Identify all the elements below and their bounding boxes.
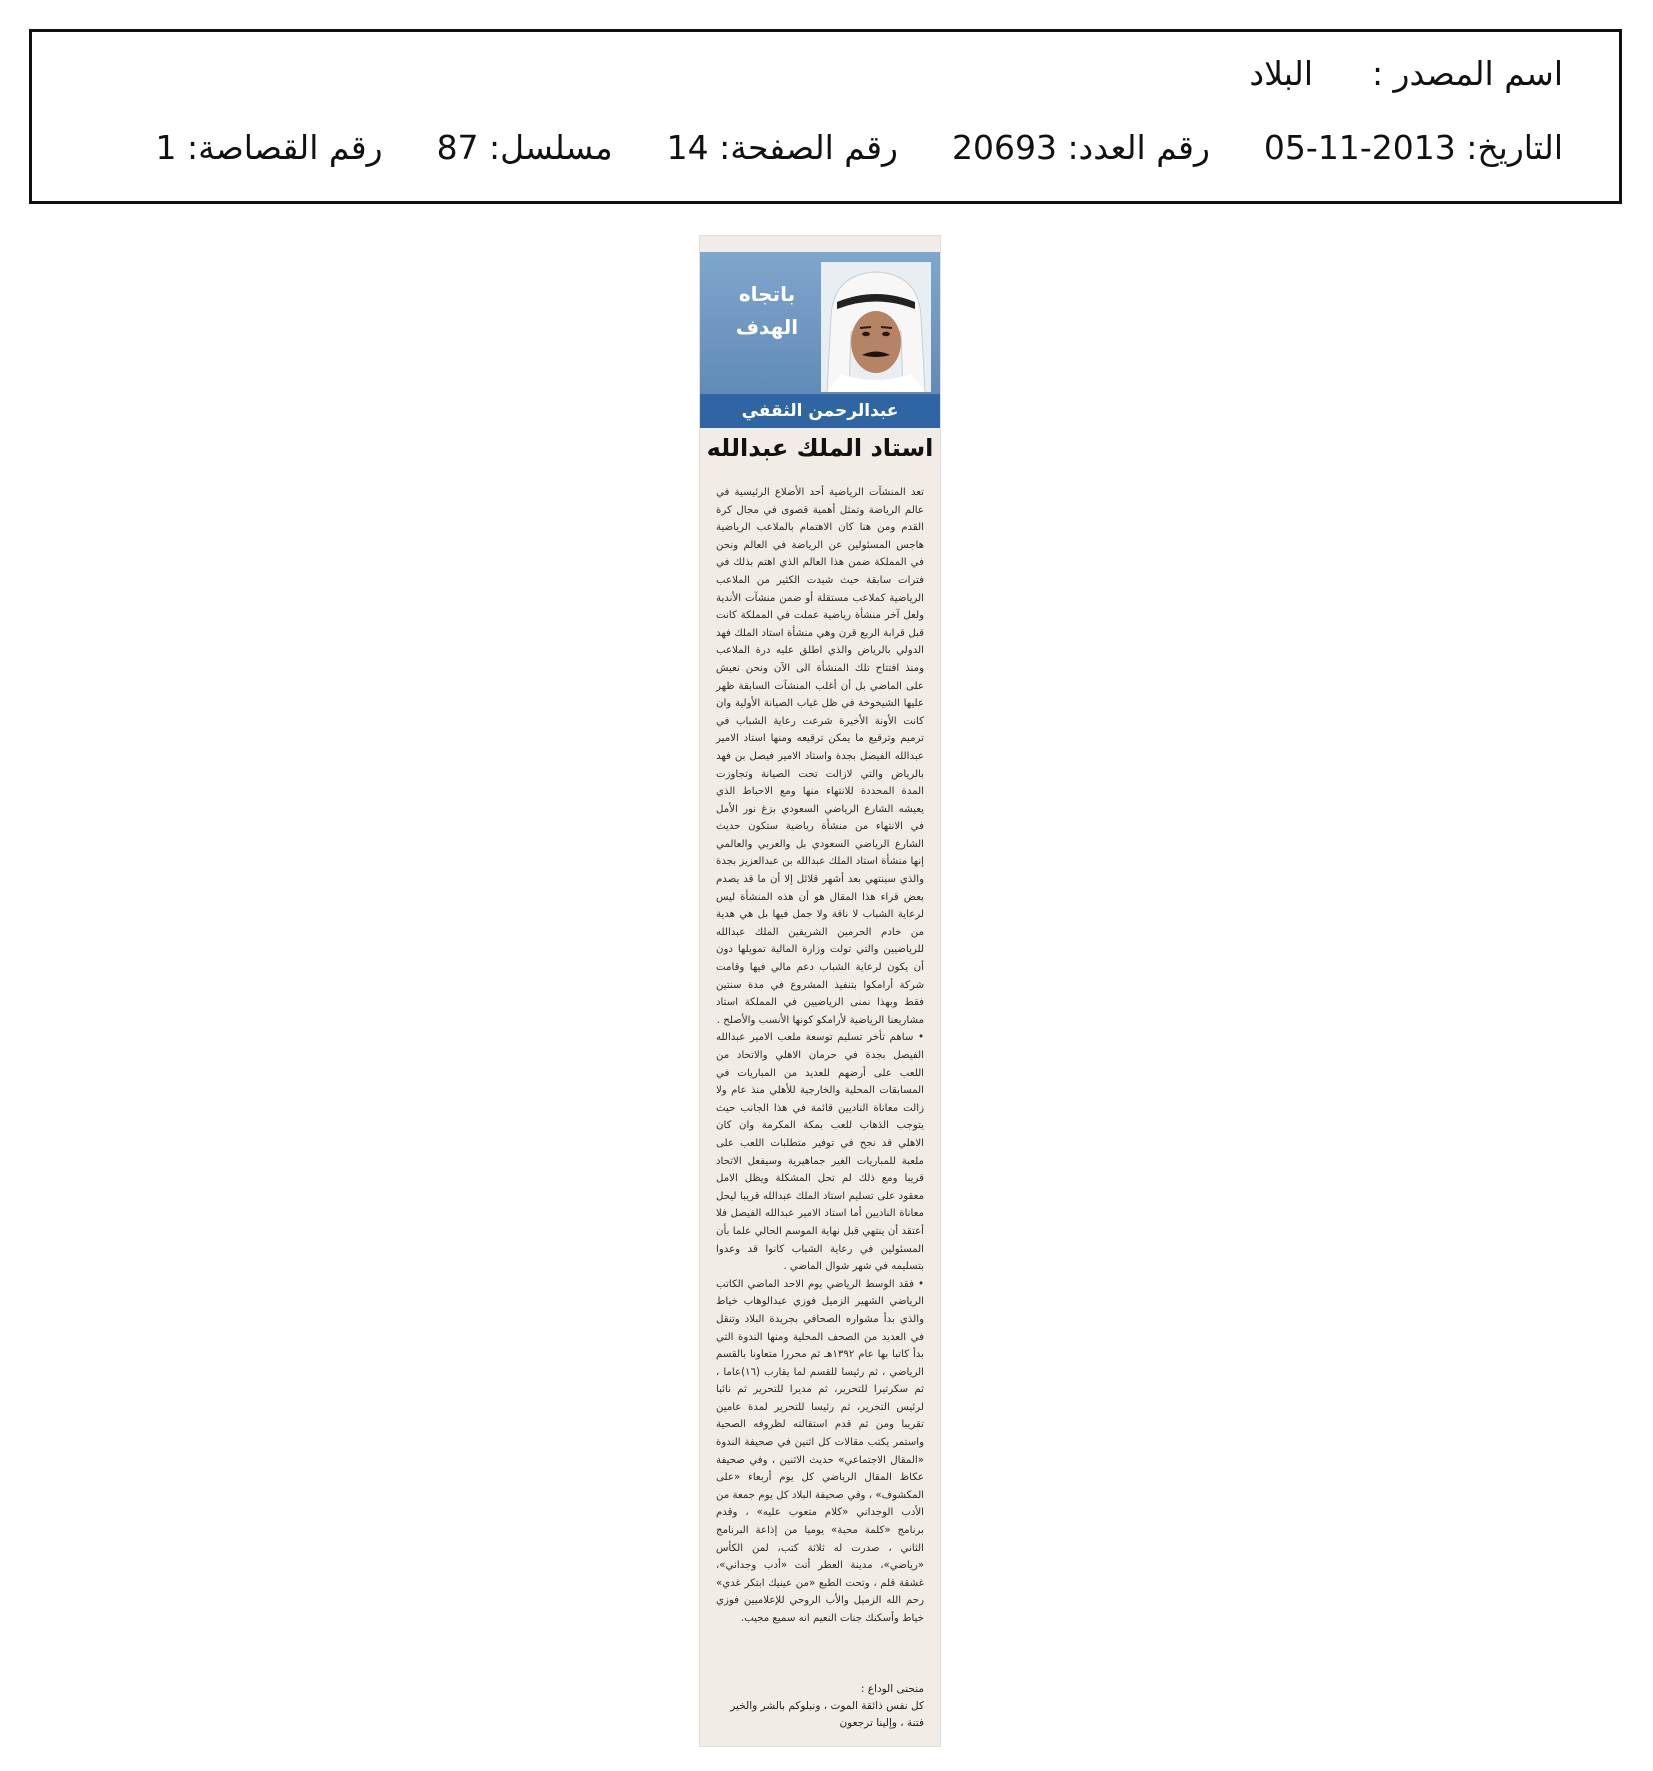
source-label: اسم المصدر : (1371, 54, 1563, 93)
article-body (716, 484, 924, 1628)
article-paragraph: تعد المنشآت الرياضية أحد الأضلاع الرئيسية في عالم الرياضة وتمثل أهمية قصوى في مجال كرة القدم ومن هنا كان الاهتمام بالملاعب الرياضية هاجس المسئولين عن الرياضة في العالم ونحن في المملكة ضمن هذا العالم الذي اهتم بذلك في فترات سابقة حيث شيدت الكثير من الملاعب الرياضية كملاعب مستقلة أو ضمن منشآت الأندية ولعل آخر منشأة رياضية عملت في المملكة كانت قبل قرابة الربع قرن وهي منشأة استاد الملك فهد الدولي بالرياض والذي اطلق عليه درة الملاعب ومنذ افتتاح تلك المنشأة الى الآن ونحن نعيش على الماضي بل أن أغلب المنشآت السابقة ظهر عليها الشيخوخة في ظل غياب الصيانة الأولية وان كانت الأونة الأخيرة شرعت رعاية الشباب في ترميم وترقيع ما يمكن ترقيعه ومنها استاد الامير عبدالله الفيصل بجدة واستاد الامير فيصل بن فهد بالرياض والتي لازالت تحت الصيانة وتجاوزت المدة المحددة للانتهاء منها ومع الاحباط الذي يعيشه الشارع الرياضي السعودي بزغ نور الأمل في الانتهاء من منشأة رياضية ستكون حديث الشارع الرياضي السعودي بل والعربي والعالمي إنها منشأة استاد الملك عبدالله بن عبدالعزيز بجدة والذي سينتهي بعد أشهر قلائل إلا أن ما قد يصدم بعض قراء هذا المقال هو أن هذه المنشأة ليس لرعاية الشباب لا ناقة ولا جمل فيها بل هي هدية من خادم الحرمين الشريفين الملك عبدالله للرياضيين والتي تولت وزارة المالية تمويلها دون أن يكون لرعاية الشباب دعم مالي فيها وقامت شركة أرامكوا بتنفيذ المشروع في مدة سنتين فقط وبهذا نمنى الرياضيين في المملكة استاد مشاريعنا الرياضية لأرامكو كونها الأنسب والأصلح . (716, 487, 924, 1026)
article-paragraph: • فقد الوسط الرياضي يوم الاحد الماضي الكاتب الرياضي الشهير الزميل فوزي عبدالوهاب خياط والذي بدأ مشواره الصحافي بجريدة البلاد وتنقل في العديد من الصحف المحلية ومنها الندوة التي بدأ كاتبا بها عام ١٣٩٢هـ ثم محررا متعاونا بالقسم الرياضي ، ثم رئيسا للقسم لما يقارب (١٦)عاما ، ثم سكرتيرا للتحرير، ثم مديرا للتحرير ثم نائبا لرئيس التحرير، ثم رئيسا للتحرير لمدة عامين تقريبا ومن ثم قدم استقالته لظروفه الصحية واستمر يكتب مقالات كل اثنين في صحيفة الندوة «المقال الاجتماعي» حديث الاثنين ، وفي صحيفة عكاظ المقال الرياضي كل يوم أربعاء «على المكشوف» ، وفي صحيفة البلاد كل يوم جمعة من الأدب الوجداني «كلام متعوب عليه» ، وقدم برنامج «كلمة محبة» يوميا من إذاعة البرنامج الثاني ، صدرت له ثلاثة كتب، لمن الكأس «رياضي»، مدينة العطر أنت «أدب وجداني»، غشقة قلم ، وتحت الطبع «من عينيك ابتكر غدي» رحم الله الزميل والأب الروحي للإعلاميين فوزي خياط وأسكنك جنات النعيم انه سميع مجيب. (716, 1278, 924, 1624)
column-title-line2: الهدف (735, 315, 799, 339)
article-paragraph: • ساهم تأخر تسليم توسعة ملعب الامير عبدالله الفيصل بجدة في حرمان الاهلي والاتحاد من اللعب على أرضهم للعديد من المباريات في المسابقات المحلية والخارجية للأهلي منذ عام ولا زالت معاناة الناديين قائمة في هذا الجانب حيث يتوجب الذهاب للعب بمكة المكرمة وان كان الاهلي قد نجح في توفير متطلبات اللعب على ملعبة للمباريات الغير جماهيرية وسيفعل الاتحاد قريبا ومع ذلك لم تحل المشكلة ويظل الامل معقود على تسليم استاد الملك عبدالله قريبا ليحل معاناة الناديين أما استاد الامير عبدالله الفيصل فلا أعتقد أن ينتهي قبل نهاية الموسم الحالي علما بأن المسئولين في رعاية الشباب كانوا قد وعدوا بتسليمه في شهر شوال الماضي . (716, 1032, 924, 1273)
closing-section (716, 1681, 924, 1732)
column-banner (700, 252, 940, 410)
source-value: البلاد (1249, 54, 1313, 93)
article-headline: استاد الملك عبدالله (706, 434, 934, 462)
source-metadata-box (29, 29, 1622, 204)
closing-label: منحنى الوداع : (860, 1683, 924, 1695)
page-number-field: رقم الصفحة: 14 (666, 128, 898, 167)
newspaper-clipping (700, 236, 940, 1746)
author-portrait (821, 262, 931, 392)
author-portrait-icon (821, 262, 931, 392)
column-title-line1: باتجاه (738, 282, 796, 306)
issue-details-row (155, 128, 1563, 167)
closing-verse: كل نفس ذائقة الموت ، ونبلوكم بالشر والخير فتنة ، وإلينا ترجعون (730, 1700, 924, 1729)
date-field: التاريخ: 2013-11-05 (1263, 128, 1563, 167)
column-title (712, 278, 822, 344)
clip-number-field: رقم القصاصة: 1 (155, 128, 383, 167)
issue-number-field: رقم العدد: 20693 (951, 128, 1210, 167)
source-row (1249, 54, 1563, 93)
serial-field: مسلسل: 87 (436, 128, 613, 167)
author-name: عبدالرحمن الثقفي (700, 394, 940, 428)
